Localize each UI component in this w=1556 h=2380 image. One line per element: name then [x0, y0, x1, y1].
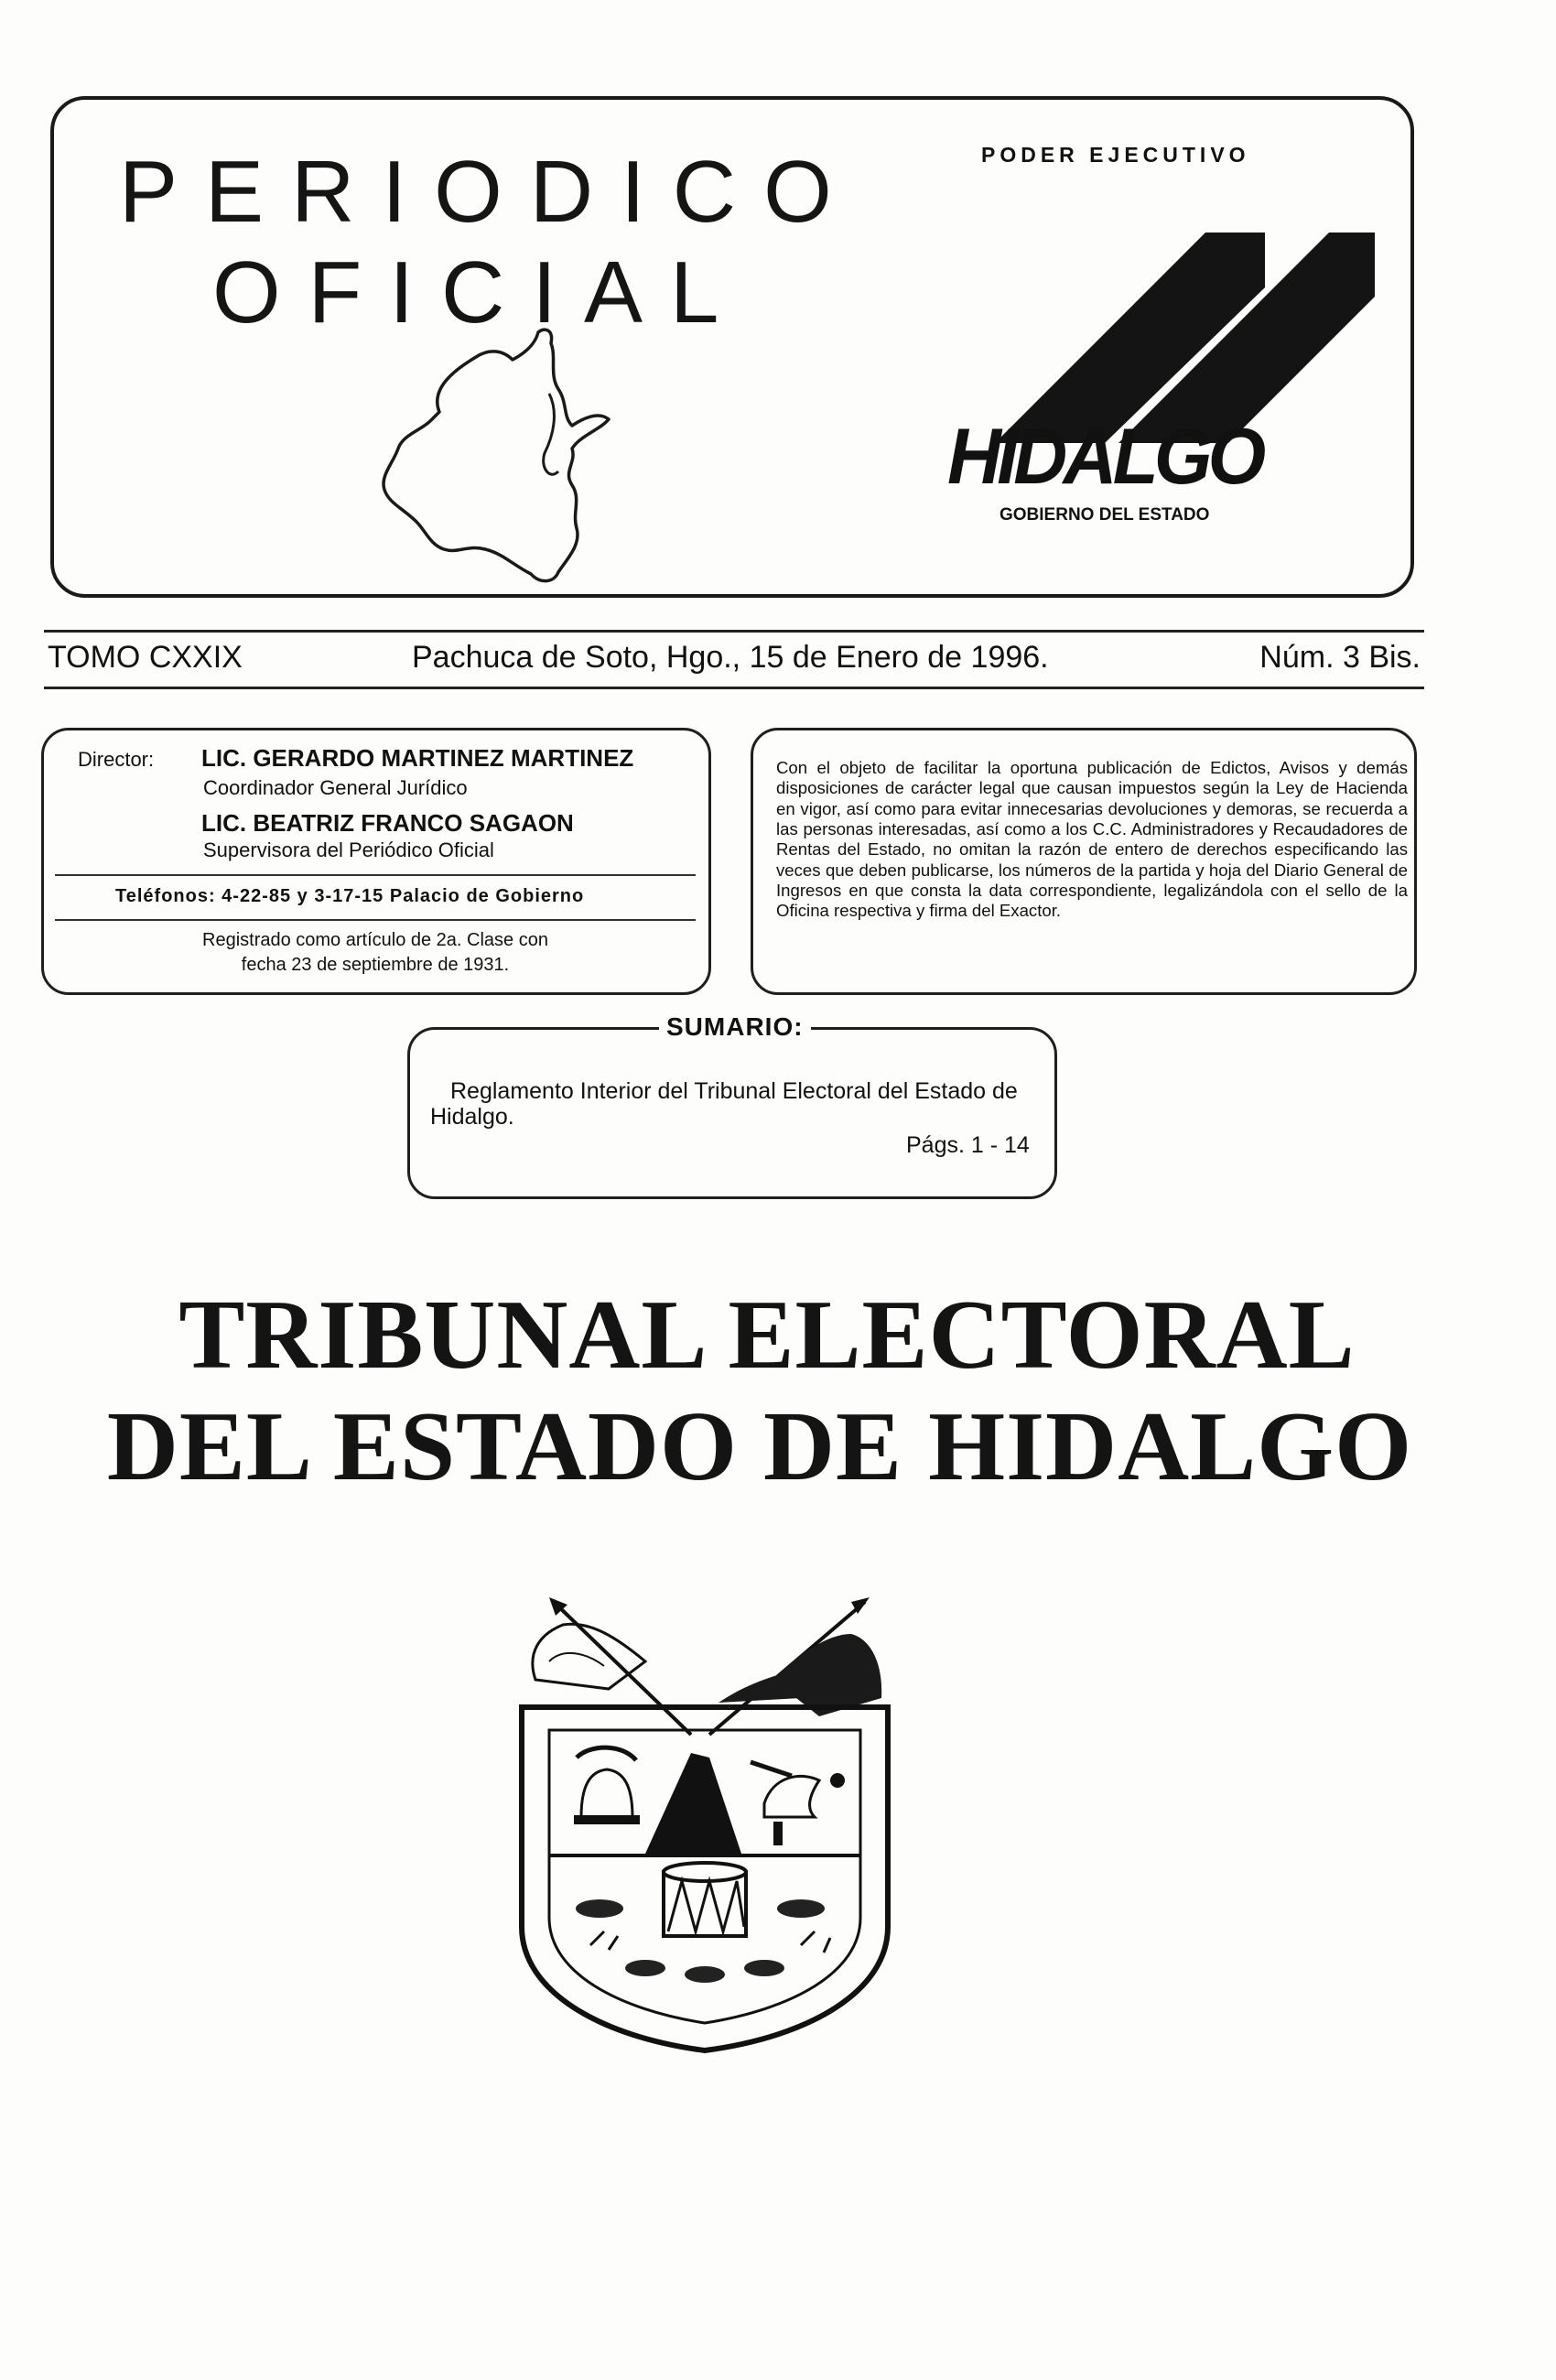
- hidalgo-coat-of-arms-icon: [499, 1597, 911, 2055]
- main-heading-line-2: DEL ESTADO DE HIDALGO: [106, 1392, 1413, 1501]
- supervisor-name: LIC. BEATRIZ FRANCO SAGAON: [201, 809, 574, 837]
- summary-item: Reglamento Interior del Tribunal Electoral del Estado de Hidalgo.: [430, 1078, 1018, 1130]
- director-role: Coordinador General Jurídico: [203, 776, 468, 799]
- summary-pages: Págs. 1 - 14: [906, 1132, 1030, 1158]
- volume-number: TOMO CXXIX: [48, 640, 243, 675]
- divider: [55, 919, 696, 921]
- summary-label: SUMARIO:: [659, 1012, 811, 1042]
- hidalgo-logo-word: HIDALGO: [947, 413, 1262, 501]
- supervisor-role: Supervisora del Periódico Oficial: [203, 838, 494, 861]
- logo-caption: GOBIERNO DEL ESTADO: [1000, 505, 1210, 525]
- issue-place-date: Pachuca de Soto, Hgo., 15 de Enero de 1996.: [412, 640, 1049, 675]
- registration-line-2: fecha 23 de septiembre de 1931.: [241, 955, 510, 975]
- hidalgo-stripes-logo-icon: [990, 223, 1375, 443]
- divider: [44, 687, 1424, 689]
- hidalgo-state-map-icon: [375, 325, 650, 590]
- director-label: Director:: [78, 748, 155, 771]
- divider: [55, 874, 696, 876]
- divider: [44, 630, 1424, 633]
- issue-number: Núm. 3 Bis.: [1259, 640, 1421, 675]
- phone-numbers: Teléfonos: 4-22-85 y 3-17-15 Palacio de Gobierno: [115, 886, 585, 906]
- main-heading-line-1: TRIBUNAL ELECTORAL: [178, 1281, 1356, 1390]
- director-name: LIC. GERARDO MARTINEZ MARTINEZ: [201, 744, 634, 772]
- registration-line-1: Registrado como artículo de 2a. Clase con: [202, 930, 548, 950]
- newspaper-title-line-1: PERIODICO: [119, 143, 859, 241]
- newspaper-title-line-2: OFICIAL: [212, 243, 747, 341]
- branch-label: PODER EJECUTIVO: [981, 143, 1250, 167]
- publication-notice: Con el objeto de facilitar la oportuna publicación de Edictos, Avisos y demás disposiciones de carácter legal que causan impuestos según la Ley de Hacienda en vigor, así como para evitar innecesarias devoluciones y demoras, se recuerda a las personas interesadas, así como a los C.C. Administradores y Recaudadores de Rentas del Estado, no omitan la razón de entero de derechos especificando las veces que deben publicarse, los números de la partida y hoja del Diario General de Ingresos en que consta la data correspondiente, legalizándola con el sello de la Oficina respectiva y firma del Exactor.: [776, 758, 1408, 921]
